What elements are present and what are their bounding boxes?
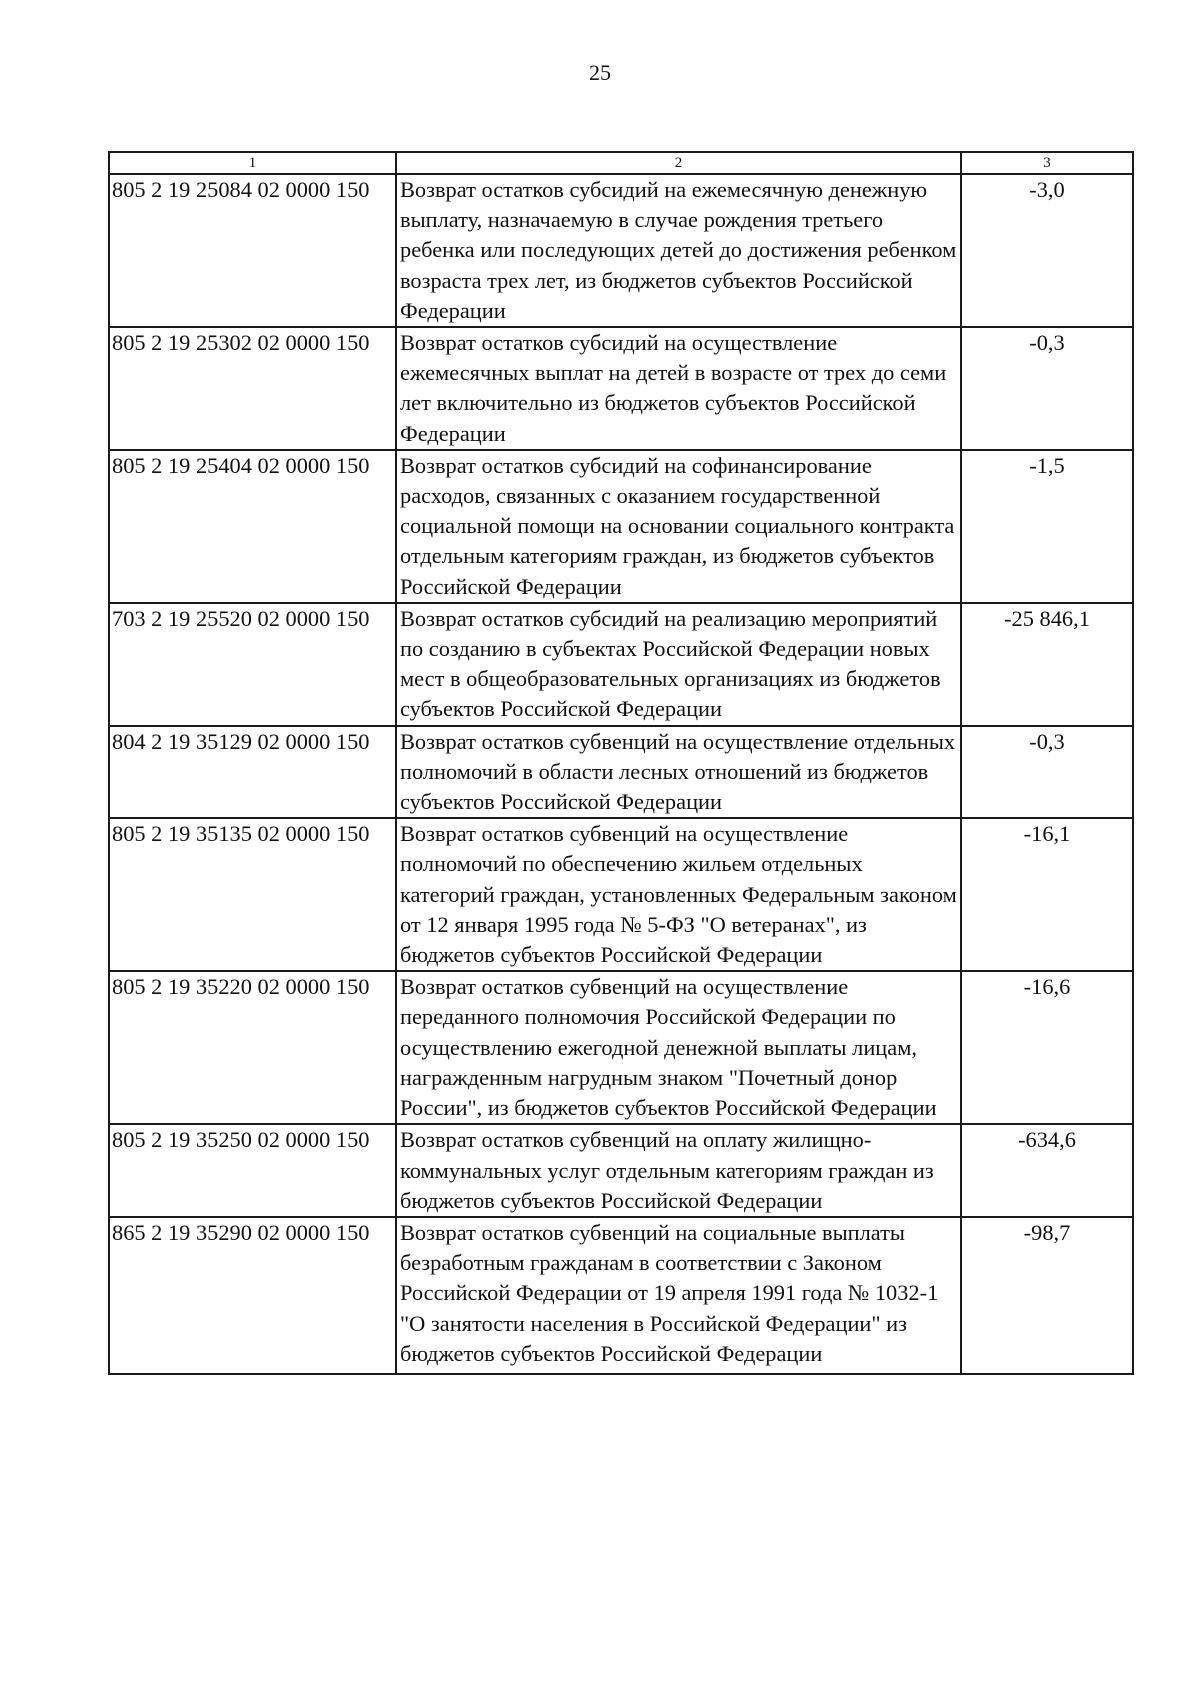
budget-code: 865 2 19 35290 02 0000 150 xyxy=(109,1217,396,1374)
row-amount: -25 846,1 xyxy=(961,603,1133,726)
column-header-amount: 3 xyxy=(961,152,1133,174)
row-amount: -16,6 xyxy=(961,971,1133,1124)
table-row xyxy=(109,603,1133,726)
row-amount: -98,7 xyxy=(961,1217,1133,1374)
table-row xyxy=(109,971,1133,1124)
budget-code: 805 2 19 35135 02 0000 150 xyxy=(109,818,396,971)
budget-code: 805 2 19 25404 02 0000 150 xyxy=(109,450,396,603)
budget-code: 805 2 19 25302 02 0000 150 xyxy=(109,327,396,450)
budget-code: 703 2 19 25520 02 0000 150 xyxy=(109,603,396,726)
column-header-code: 1 xyxy=(109,152,396,174)
budget-code: 805 2 19 25084 02 0000 150 xyxy=(109,174,396,327)
row-amount: -0,3 xyxy=(961,327,1133,450)
row-description: Возврат остатков субвенций на осуществление переданного полномочия Российской Федерации по осуществлению ежегодной денежной выплаты лицам, награжденным нагрудным знаком "Почетный донор России", из бюджетов субъектов Российской Федерации xyxy=(396,971,961,1124)
budget-table xyxy=(108,151,1134,1375)
column-header-description: 2 xyxy=(396,152,961,174)
row-amount: -1,5 xyxy=(961,450,1133,603)
row-description: Возврат остатков субсидий на реализацию мероприятий по созданию в субъектах Российской Федерации новых мест в общеобразовательных организациях из бюджетов субъектов Российской Федерации xyxy=(396,603,961,726)
page-number: 25 xyxy=(589,60,611,85)
table-row xyxy=(109,1217,1133,1374)
row-amount: -634,6 xyxy=(961,1124,1133,1217)
row-description: Возврат остатков субвенций на осуществление полномочий по обеспечению жильем отдельных категорий граждан, установленных Федеральным законом от 12 января 1995 года № 5-ФЗ "О ветеранах", из бюджетов субъектов Российской Федерации xyxy=(396,818,961,971)
table-row xyxy=(109,1124,1133,1217)
row-description: Возврат остатков субсидий на осуществление ежемесячных выплат на детей в возрасте от трех до семи лет включительно из бюджетов субъектов Российской Федерации xyxy=(396,327,961,450)
row-description: Возврат остатков субвенций на осуществление отдельных полномочий в области лесных отношений из бюджетов субъектов Российской Федерации xyxy=(396,726,961,819)
row-amount: -16,1 xyxy=(961,818,1133,971)
table-header-row xyxy=(109,152,1133,174)
budget-code: 805 2 19 35220 02 0000 150 xyxy=(109,971,396,1124)
table-row xyxy=(109,174,1133,327)
table-row xyxy=(109,450,1133,603)
row-description: Возврат остатков субсидий на ежемесячную денежную выплату, назначаемую в случае рождения третьего ребенка или последующих детей до достижения ребенком возраста трех лет, из бюджетов субъектов Российской Федерации xyxy=(396,174,961,327)
budget-code: 804 2 19 35129 02 0000 150 xyxy=(109,726,396,819)
row-description: Возврат остатков субсидий на софинансирование расходов, связанных с оказанием государственной социальной помощи на основании социального контракта отдельным категориям граждан, из бюджетов субъектов Российской Федерации xyxy=(396,450,961,603)
row-amount: -3,0 xyxy=(961,174,1133,327)
row-description: Возврат остатков субвенций на оплату жилищно-коммунальных услуг отдельным категориям граждан из бюджетов субъектов Российской Федерации xyxy=(396,1124,961,1217)
table-row xyxy=(109,327,1133,450)
row-description: Возврат остатков субвенций на социальные выплаты безработным гражданам в соответствии с Законом Российской Федерации от 19 апреля 1991 года № 1032-1 "О занятости населения в Российской Федерации" из бюджетов субъектов Российской Федерации xyxy=(396,1217,961,1374)
budget-code: 805 2 19 35250 02 0000 150 xyxy=(109,1124,396,1217)
row-amount: -0,3 xyxy=(961,726,1133,819)
table-row xyxy=(109,726,1133,819)
table-row xyxy=(109,818,1133,971)
